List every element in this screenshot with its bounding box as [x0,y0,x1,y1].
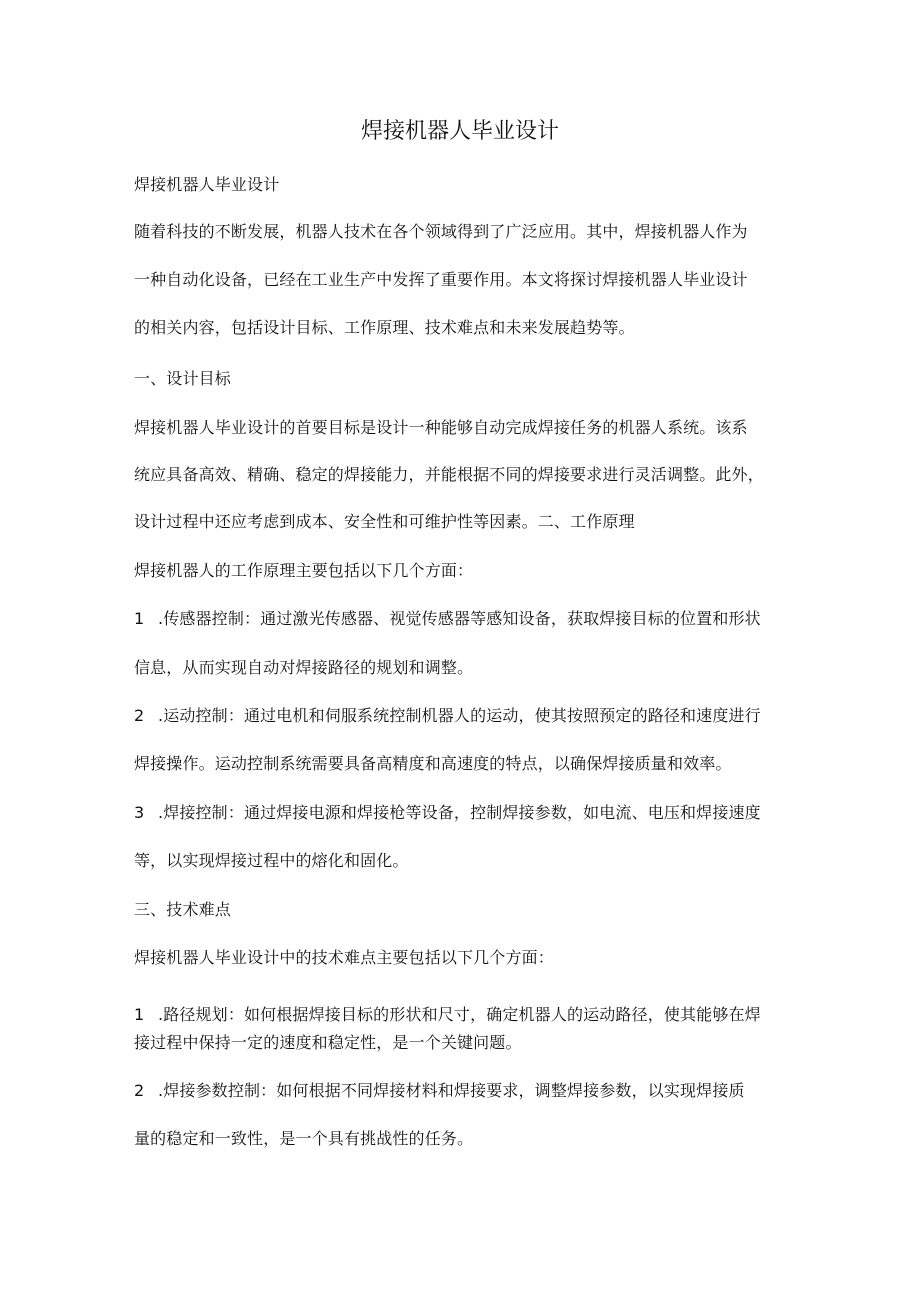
list-item-path-planning [134,1003,794,1027]
list-item-text: .传感器控制：通过激光传感器、视觉传感器等感知设备，获取焊接目标的位置和形状 [158,609,761,628]
section2-intro: 焊接机器人的工作原理主要包括以下几个方面： [134,561,474,580]
section1-line: 统应具备高效、精确、稳定的焊接能力，并能根据不同的焊接要求进行灵活调整。此外， [134,465,764,484]
list-item-sensor-control [134,607,794,631]
section1-line: 设计过程中还应考虑到成本、安全性和可维护性等因素。二、工作原理 [134,512,635,531]
list-item-motion-control [134,704,794,728]
section-heading-technical-difficulties: 三、技术难点 [134,900,231,919]
intro-line: 的相关内容，包括设计目标、工作原理、技术难点和未来发展趋势等。 [134,318,635,337]
list-number: 1 [134,609,145,628]
list-item-continuation: 量的稳定和一致性，是一个具有挑战性的任务。 [134,1129,474,1148]
section1-line: 焊接机器人毕业设计的首要目标是设计一种能够自动完成焊接任务的机器人系统。该系 [134,418,748,437]
list-number: 2 [134,1081,145,1100]
list-item-welding-control [134,801,794,825]
section3-intro: 焊接机器人毕业设计中的技术难点主要包括以下几个方面： [134,948,554,967]
list-number: 1 [134,1005,145,1024]
list-item-text: .焊接控制：通过焊接电源和焊接枪等设备，控制焊接参数，如电流、电压和焊接速度 [158,803,761,822]
intro-line: 随着科技的不断发展，机器人技术在各个领域得到了广泛应用。其中，焊接机器人作为 [134,222,748,241]
list-item-text: .焊接参数控制：如何根据不同焊接材料和焊接要求，调整焊接参数，以实现焊接质 [158,1081,745,1100]
list-item-text: .运动控制：通过电机和伺服系统控制机器人的运动，使其按照预定的路径和速度进行 [158,706,761,725]
document-title: 焊接机器人毕业设计 [360,119,559,144]
intro-line: 一种自动化设备，已经在工业生产中发挥了重要作用。本文将探讨焊接机器人毕业设计 [134,270,748,289]
list-item-parameter-control [134,1079,794,1103]
list-item-continuation: 接过程中保持一定的速度和稳定性，是一个关键问题。 [134,1033,522,1052]
list-item-continuation: 焊接操作。运动控制系统需要具备高精度和高速度的特点，以确保焊接质量和效率。 [134,754,732,773]
list-item-continuation: 信息，从而实现自动对焊接路径的规划和调整。 [134,658,474,677]
list-number: 3 [134,803,145,822]
list-item-text: .路径规划：如何根据焊接目标的形状和尺寸，确定机器人的运动路径，使其能够在焊 [158,1005,761,1024]
section-heading-design-goals: 一、设计目标 [134,369,231,388]
document-subtitle: 焊接机器人毕业设计 [134,175,280,194]
list-number: 2 [134,706,145,725]
list-item-continuation: 等，以实现焊接过程中的熔化和固化。 [134,851,409,870]
